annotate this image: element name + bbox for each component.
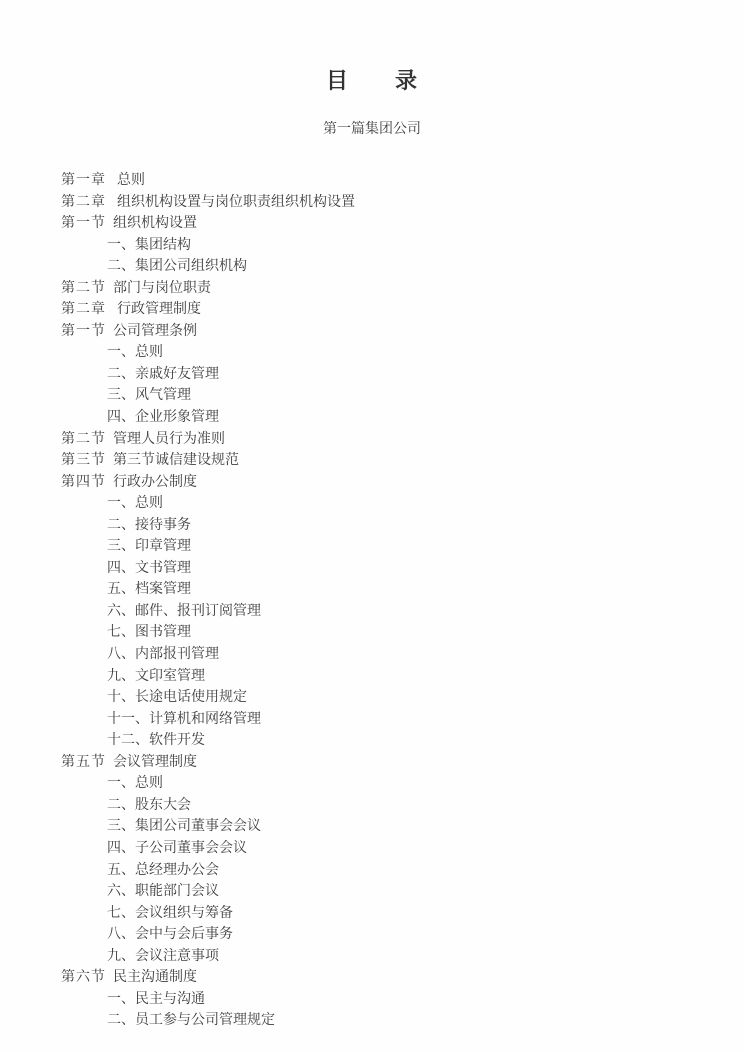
part-heading: 第一篇集团公司 [323,120,421,136]
entry-text: 八、内部报刊管理 [107,645,219,662]
toc-entry-item [0,406,744,428]
toc-entry-item [0,772,744,794]
toc-entry-item [0,902,744,924]
entry-text: 一、总则 [107,494,163,511]
entry-text: 组织机构设置与岗位职责组织机构设置 [117,192,355,209]
entry-text: 五、档案管理 [107,580,191,597]
entry-text: 十、长途电话使用规定 [107,688,247,705]
entry-text: 第三节诚信建设规范 [113,451,239,468]
toc-entry-item [0,794,744,816]
entry-text: 十一、计算机和网络管理 [107,709,261,726]
entry-text: 总则 [117,171,145,187]
toc-entry-item [0,363,744,385]
toc-entry-section [0,471,744,493]
entry-text: 一、总则 [107,343,163,360]
entry-label: 第一章 [61,171,106,187]
entry-text: 二、接待事务 [107,515,191,532]
toc-entry-item [0,384,744,406]
entry-text: 十二、软件开发 [107,731,205,748]
toc-entry-section [0,320,744,342]
toc-entry-item [0,815,744,837]
toc-entry-section [0,449,744,471]
entry-text: 四、企业形象管理 [107,408,219,425]
toc-entry-item [0,341,744,363]
toc-list [0,169,744,1031]
toc-entry-item [0,255,744,277]
entry-text: 部门与岗位职责 [113,278,211,295]
entry-text: 八、会中与会后事务 [107,925,233,942]
toc-entry-item [0,535,744,557]
entry-text: 二、亲戚好友管理 [107,364,219,381]
entry-label: 第二节 [61,429,106,446]
entry-text: 管理人员行为准则 [113,429,225,446]
entry-label: 第六节 [61,968,106,985]
entry-text: 行政办公制度 [113,472,197,489]
entry-label: 第一节 [61,214,106,231]
entry-text: 三、风气管理 [107,386,191,403]
toc-entry-item [0,621,744,643]
toc-entry-item [0,686,744,708]
entry-text: 行政管理制度 [117,300,201,317]
entry-text: 二、员工参与公司管理规定 [107,1011,275,1028]
entry-label: 第五节 [61,752,106,769]
entry-text: 一、总则 [107,774,163,791]
toc-entry-item [0,234,744,256]
entry-text: 九、文印室管理 [107,666,205,683]
entry-text: 民主沟通制度 [113,968,197,985]
toc-entry-chapter [0,169,744,191]
entry-text: 四、子公司董事会会议 [107,838,247,855]
entry-text: 七、会议组织与筹备 [107,903,233,920]
entry-text: 七、图书管理 [107,623,191,640]
entry-text: 二、股东大会 [107,795,191,812]
toc-entry-chapter [0,298,744,320]
toc-entry-chapter [0,191,744,213]
entry-label: 第四节 [61,472,106,489]
toc-entry-item [0,837,744,859]
entry-text: 九、会议注意事项 [107,946,219,963]
entry-text: 一、集团结构 [107,235,191,252]
toc-entry-item [0,514,744,536]
entry-text: 二、集团公司组织机构 [107,257,247,274]
entry-text: 公司管理条例 [113,321,197,338]
toc-entry-item [0,729,744,751]
toc-entry-section [0,428,744,450]
entry-label: 第二节 [61,278,106,295]
toc-entry-item [0,1009,744,1031]
entry-text: 三、集团公司董事会会议 [107,817,261,834]
entry-text: 五、总经理办公会 [107,860,219,877]
toc-entry-item [0,643,744,665]
toc-entry-item [0,859,744,881]
toc-entry-item [0,708,744,730]
page-title: 目 录 [325,68,418,93]
toc-entry-item [0,945,744,967]
entry-text: 组织机构设置 [113,214,197,231]
toc-entry-item [0,557,744,579]
entry-label: 第二章 [61,192,106,209]
toc-entry-item [0,665,744,687]
toc-entry-item [0,880,744,902]
entry-text: 三、印章管理 [107,537,191,554]
entry-text: 一、民主与沟通 [107,989,205,1006]
toc-entry-item [0,923,744,945]
toc-entry-section [0,212,744,234]
toc-entry-section [0,966,744,988]
toc-entry-item [0,988,744,1010]
toc-entry-item [0,492,744,514]
toc-entry-section [0,751,744,773]
entry-label: 第二章 [61,300,106,317]
entry-text: 六、邮件、报刊订阅管理 [107,601,261,618]
entry-text: 六、职能部门会议 [107,882,219,899]
entry-text: 四、文书管理 [107,558,191,575]
toc-entry-item [0,600,744,622]
toc-entry-section [0,277,744,299]
entry-text: 会议管理制度 [113,752,197,769]
toc-entry-item [0,578,744,600]
entry-label: 第三节 [61,451,106,468]
entry-label: 第一节 [61,321,106,338]
